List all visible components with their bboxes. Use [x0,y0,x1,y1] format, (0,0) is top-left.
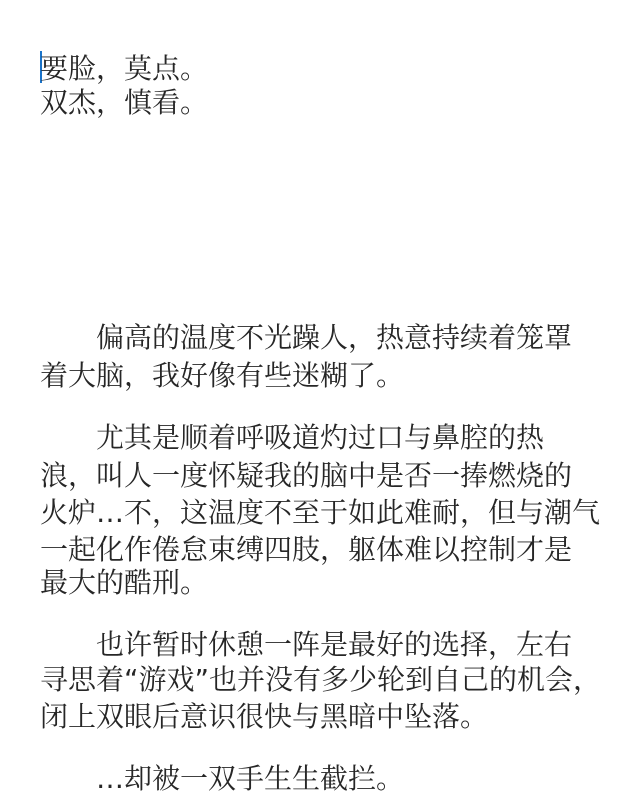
paragraph-line: 最大的酷刑。 [40,566,209,599]
paragraph-line: 闭上双眼后意识很快与黑暗中坠落。 [40,700,489,733]
paragraph-line: 火炉…不，这温度不至于如此难耐，但与潮气 [40,496,601,529]
paragraph-line: 也许暂时休憩一阵是最好的选择，左右 [96,628,573,661]
paragraph-line: 寻思着“游戏”也并没有多少轮到自己的机会， [40,663,602,696]
header-line-2: 双杰，慎看。 [40,86,209,119]
paragraph-line: 着大脑，我好像有些迷糊了。 [40,359,405,392]
paragraph-line: 尤其是顺着呼吸道灼过口与鼻腔的热 [96,421,545,454]
paragraph-line: 偏高的温度不光躁人，热意持续着笼罩 [96,321,573,354]
paragraph-line: 一起化作倦怠束缚四肢，躯体难以控制才是 [40,533,573,566]
paragraph-line: 浪，叫人一度怀疑我的脑中是否一捧燃烧的 [40,459,573,492]
paragraph-line: …却被一双手生生截拦。 [96,762,405,795]
header-line-1: 要脸，莫点。 [40,52,209,85]
